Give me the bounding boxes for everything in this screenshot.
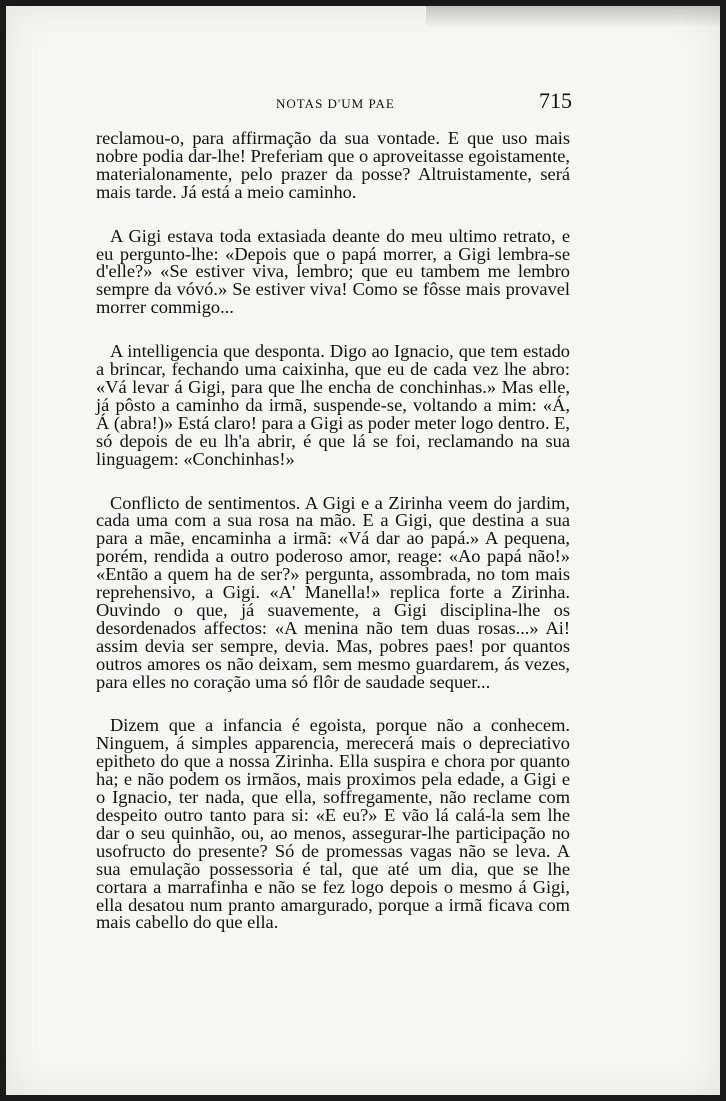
body-text xyxy=(96,130,570,932)
scan-smudge xyxy=(426,6,720,28)
page-number: 715 xyxy=(539,88,572,113)
paragraph: Dizem que a infancia é egoista, porque não a conhecem. Ninguem, á simples apparencia, merecerá mais o depreciativo epitheto do que a nossa Zirinha. Ella suspira e chora por quanto ha; e não podem os irmãos, mais proximos pela edade, a Gigi e o Ignacio, ter nada, que ella, soffregamente, não reclame com despeito outro tanto para si: «E eu?» E vão lá calá-la sem lhe dar o seu quinhão, ou, ao menos, assegurar-lhe participação no usofructo do presente? Só de promessas vagas não se leva. A sua emulação possessoria é tal, que até um dia, que se lhe cortara a marrafinha e não se fez logo depois o mesmo á Gigi, ella desatou num pranto amargurado, porque a irmã ficava com mais cabello do que ella. xyxy=(96,715,570,933)
paragraph: A intelligencia que desponta. Digo ao Ignacio, que tem estado a brincar, fechando uma caixinha, que eu de cada vez lhe abro: «Vá levar á Gigi, para que lhe encha de conchinhas.» Mas elle, já pôsto a caminho da irmã, suspende-se, voltando a mim: «Á, Á (abra!)» Está claro! para a Gigi as poder meter logo dentro. E, só depois de eu lh'a abrir, é que lá se foi, reclamando na sua linguagem: «Conchinhas!» xyxy=(96,341,570,469)
book-page xyxy=(6,6,720,1095)
running-head: NOTAS D'UM PAE xyxy=(276,96,395,111)
paragraph: reclamou-o, para affirmação da sua vontade. E que uso mais nobre podia dar-lhe! Preferiam que o aproveitasse egoistamente, materialonamente, pelo prazer da posse? Altruistamente, será mais tarde. Já está a meio caminho. xyxy=(96,128,570,202)
paragraph: Conflicto de sentimentos. A Gigi e a Zirinha veem do jardim, cada uma com a sua rosa na mão. E a Gigi, que destina a sua para a mãe, encaminha a irmã: «Vá dar ao papá.» A pequena, porém, rendida a outro poderoso amor, reage: «Ao papá não!» «Então a quem ha de ser?» pergunta, assombrada, no tom mais reprehensivo, a Gigi. «A' Manella!» replica forte a Zirinha. Ouvindo o que, já suavemente, a Gigi disciplina-lhe os desordenados affectos: «A menina não tem duas rosas...» Ai! assim devia ser sempre, devia. Mas, pobres paes! por quantos outros amores os não deixam, sem mesmo guardarem, ás vezes, para elles no coração uma só flôr de saudade sequer... xyxy=(96,492,570,692)
paragraph: A Gigi estava toda extasiada deante do meu ultimo retrato, e eu pergunto-lhe: «Depois que o papá morrer, a Gigi lembra-se d'elle?» «Se estiver viva, lembro; que eu tambem me lembro sempre da vóvó.» Se estiver viva! Como se fôsse mais provavel morrer commigo... xyxy=(96,225,570,318)
